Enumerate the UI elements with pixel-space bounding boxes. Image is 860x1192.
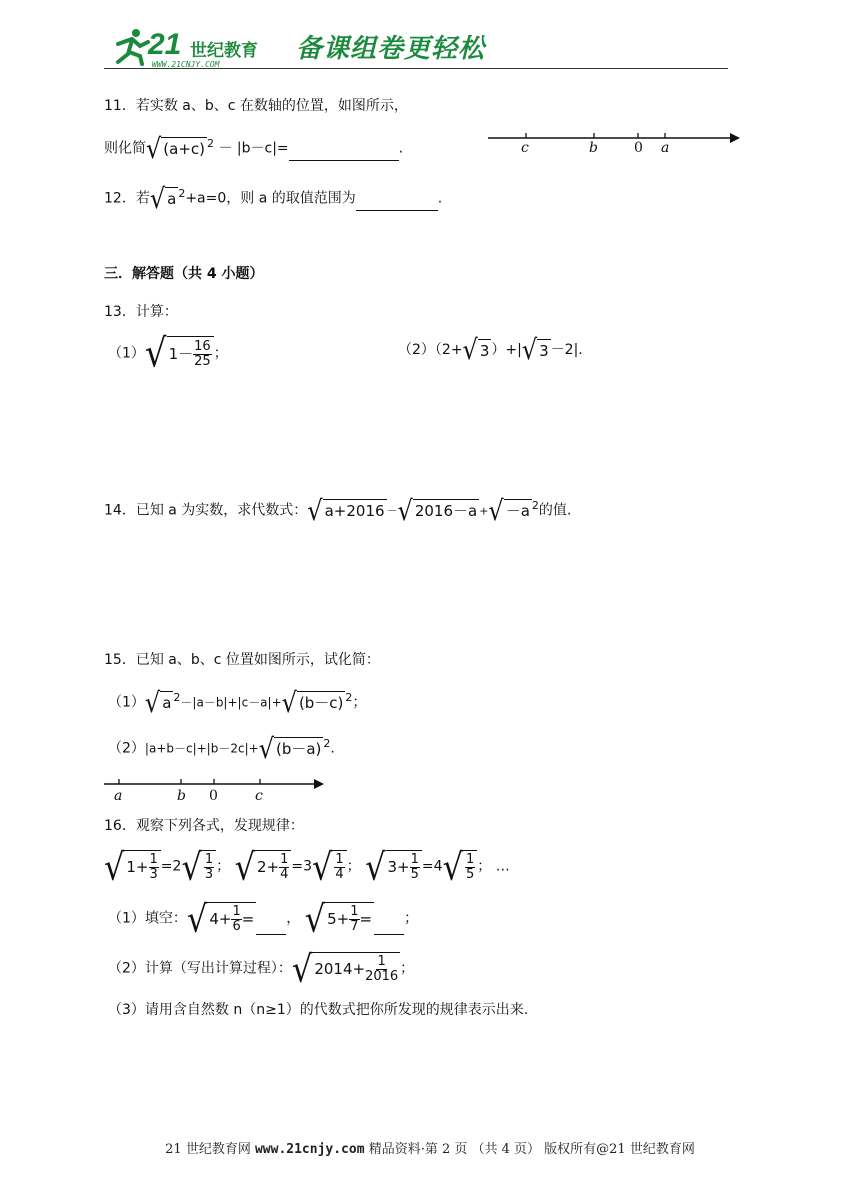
q16-part3: （3）请用含自然数 n（n≥1）的代数式把你所发现的规律表示出来. xyxy=(108,1002,529,1018)
logo-text: 世纪教育 xyxy=(190,41,258,61)
runner-icon xyxy=(112,26,152,66)
q16-title: 16．观察下列各式，发现规律： xyxy=(104,818,304,834)
q11-axis-label-c: c xyxy=(521,140,529,156)
q15-axis-label-c: c xyxy=(255,788,263,804)
q11-end: . xyxy=(398,140,404,157)
logo-number: 21 xyxy=(148,28,182,61)
q11-middle: － |b－c|= xyxy=(218,140,289,157)
q11-answer-blank xyxy=(289,160,399,161)
q15-part2: （2）|a+b－c|+|b－2c|+√ (b－a) $^2$. xyxy=(108,732,335,765)
page-footer xyxy=(0,1138,860,1157)
q11-axis-label-0: 0 xyxy=(634,140,643,156)
q11-expression: 则化简√ (a+c) $^2$ － |b－c|= . xyxy=(104,132,404,165)
footer-site: 21 世纪教育网 xyxy=(165,1142,251,1157)
header-divider xyxy=(104,68,728,69)
q12-answer-blank xyxy=(356,210,438,211)
q11-axis-label-b: b xyxy=(589,140,598,156)
footer-url[interactable]: www.21cnjy.com xyxy=(254,1142,365,1157)
logo xyxy=(112,24,288,72)
q15-axis-label-b: b xyxy=(177,788,186,804)
q16-blank-1 xyxy=(256,934,286,935)
logo-url: WWW.21CNJY.COM xyxy=(152,60,220,69)
q12-prefix: 12．若 xyxy=(104,190,150,207)
q16-part1: （1）填空：√ 4+ $\frac{1}{6}$ = ， √ 5+ $\frac{1}{7}$ = ； xyxy=(108,896,419,941)
q13-part2: （2）（2+√ 3 ）+|√ 3 －2|. xyxy=(398,333,583,367)
q11-axis-label-a: a xyxy=(661,140,670,156)
section-title: 三．解答题（共 4 小题） xyxy=(104,266,264,282)
q15-axis-label-0: 0 xyxy=(209,788,218,804)
header-slogan: 备课组卷更轻松 xyxy=(296,34,486,64)
q15-axis-label-a: a xyxy=(114,788,123,804)
footer-info: 精品资料·第 2 页 （共 4 页） 版权所有@21 世纪教育网 xyxy=(368,1142,695,1157)
q11-sqrt: √ (a+c) xyxy=(146,132,206,165)
q16-blank-2 xyxy=(374,934,404,935)
q13-title: 13．计算： xyxy=(104,304,178,320)
q13-part1: （1）√ 1－ $\frac{16}{25}$ ； xyxy=(108,330,228,377)
q12-sqrt: √ a xyxy=(149,182,177,215)
q15-title: 15．已知 a、b、c 位置如图所示，试化简： xyxy=(104,652,380,668)
q12-middle: +a=0，则 a 的取值范围为 xyxy=(185,190,356,207)
q15-part1: （1）√ a $^2$－|a－b|+|c－a|+√ (b－c) $^2$； xyxy=(108,686,367,719)
q11-prefix: 则化简 xyxy=(104,140,146,157)
q12-line: 12．若√ a $^2$+a=0，则 a 的取值范围为 . xyxy=(104,182,443,215)
q14-line: 14．已知 a 为实数，求代数式：√ a+2016 －√ 2016－a +√ －a $^2$的值. xyxy=(104,494,572,527)
q16-examples: √ 1+ $\frac{1}{3}$ =2√ $\frac{1}{3}$ ； √ 2+ $\frac{1}{4}$ =3√ $\frac{1}{4}$ ； √ 3+ $\frac{1}{5}$ =4√ $\frac{1}{5}$ ； … xyxy=(104,844,510,889)
q11-line1: 11．若实数 a、b、c 在数轴的位置，如图所示， xyxy=(104,98,408,114)
q16-part2: （2）计算（写出计算过程）：√ 2014+ $\frac{1}{2016}$ ； xyxy=(108,946,415,991)
